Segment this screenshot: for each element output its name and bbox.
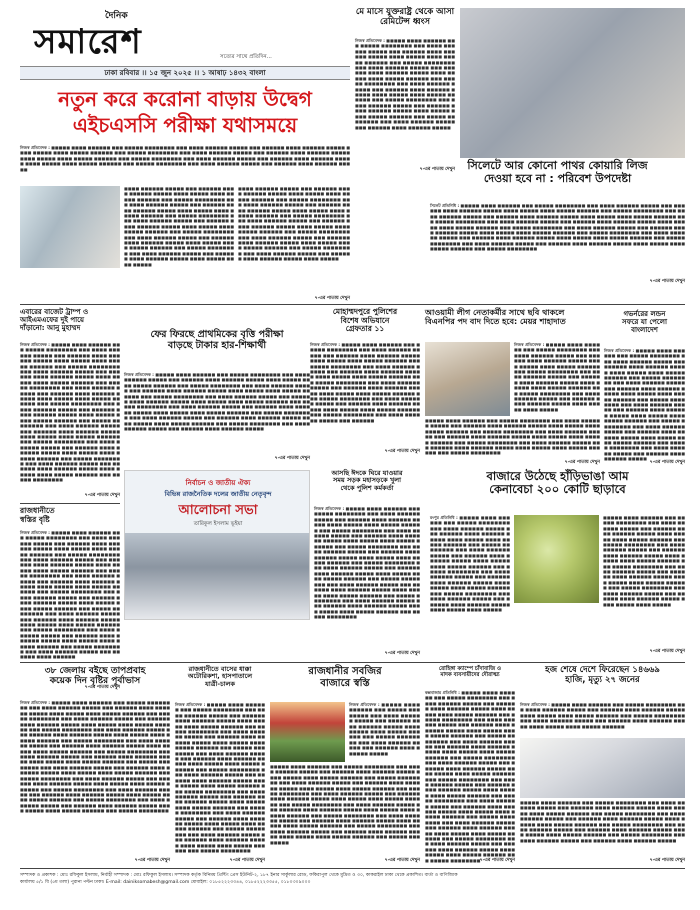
vegetable-headline (270, 666, 420, 700)
hajj-headline (520, 666, 685, 700)
lead-body-col-2: ■■■■ ■■■■■■ ■■■■■ ■■■ ■■■■■■ ■■■■ ■■■■■■ ■■■■■ ■■■■ ■■■■■ ■■■■ ■■■■■ ■■■■■■ ■■■ ■■■■■ ■■■■■■■■ ■■■ ■■■■ ■■■■■■ ■■■■■ ■■■ ■■■■■■ ■■■■ ■■■■■■ ■■■■■ ■■■■ ■■■■■ ■■■■ ■■■■■ ■■■■■■ ■■■ ■■■■■ ■■■■■■■■ ■■■ ■■■■ ■■■■■■ ■■■■■ ■■■ ■■■■■■ ■■■■ ■■■■■■ ■■■■■ ■■■■ ■■■■■ ■■■■ ■■■■■ ■■■■■■ ■■■ ■■■■■ ■■■■■■■■ ■■■ ■■■■ ■■■■■■ ■■■■■ ■■■ ■■■■■■ ■■■■ ■■■■■■ ■■■■■ ■■■■ ■■■■■ ■■■■ ■■■■■ ■■■■■■ ■■■ ■■■■■ ■■■■■■■■ ■■■ ■■■■ ■■■■■■ ■■■■■ ■■■ ■■■■■■ ■■■■ ■■■■■■ ■■■■■ ■■■■ ■■■■■ ■■■■ ■■■■■ (124, 186, 234, 267)
budget-headline-line-1: এবারের বাজেট ট্রাম্প ও (20, 308, 89, 316)
hajj-body: নিজস্ব প্রতিবেদক : ■■■■■ ■■■■ ■■■■■■ ■■■ ■■■■■ ■■■■■■■■ ■■■ ■■■■ ■■■■■■ ■■■■■ ■■■ ■■■■■■ ■■■■ ■■■■■■ ■■■■■ ■■■■ ■■■■■ ■■■■ ■■■■■ ■■■■■■ ■■■ ■■■■■ ■■■■■■■■ ■■■ ■■■■ ■■■■■■ ■■■■■ ■■■ ■■■■■■ ■■■■ ■■■■■■ ■■■■■ ■■■■ ■■■■■ ■■■■ ■■■■■ ■■■■■■ (520, 702, 685, 729)
sylhet-headline-line-1: সিলেটে আর কোনো পাথর কোয়ারি লিজ (467, 159, 648, 172)
eid-headline-line-2: সময় সড়ক মহাসড়কে খুলা (332, 476, 401, 485)
footer-line-1: সম্পাদক ও প্রকাশক : মোঃ রফিকুল ইসলাম, নির্বাহী সম্পাদক : মোঃ রফিকুল ইসলাম। সম্পাদক কর্তৃক বিনিময় প্রিন্টিং প্রেস ইউনিট-২, ১৮৭ ইনার সার্কুলার রোড, ফকিরাপুল থেকে মুদ্রিত ও ৩০, কাকরাইল ঢাকা থেকে প্রকাশিত। বার্তা ও বাণিজ্যিক (20, 873, 458, 878)
sylhet-photo (460, 8, 685, 158)
lead-headline-line-1: নতুন করে করোনা বাড়ায় উদ্বেগ (58, 87, 312, 111)
dateline: ঢাকা রবিবার ।। ১৫ জুন ২০২৫ ।। ১ আষাঢ় ১৪৩২ বাংলা (104, 69, 266, 77)
dateline-bar (20, 66, 350, 80)
rohingya-headline (425, 666, 515, 688)
awami-continued[interactable]: ৭-এর পাতায় দেখুন (564, 460, 600, 465)
governor-headline-line-3: বাংলাদেশ (631, 326, 658, 335)
banner-crowd (125, 533, 309, 619)
police-byline: নিজস্ব প্রতিবেদক : (310, 342, 340, 347)
masthead-pre-title: দৈনিক (105, 11, 128, 21)
vegetable-body-2: ■■■■■ ■■■■ ■■■■■■ ■■■ ■■■■■ ■■■■■■■■ ■■■ ■■■■ ■■■■■■ ■■■■■ ■■■ ■■■■■■ ■■■■ ■■■■■■ ■■■■■ ■■■■ ■■■■■ ■■■■ ■■■■■ ■■■■■■ ■■■ ■■■■■ ■■■■■■■■ ■■■ ■■■■ ■■■■■■ ■■■■■ ■■■ ■■■■■■ ■■■■ ■■■■■■ ■■■■■ ■■■■ ■■■■■ ■■■■ ■■■■■ ■■■■■■ ■■■ ■■■■■ ■■■■■■■■ ■■■ ■■■■ ■■■■■■ ■■■■■ ■■■ ■■■■■■ ■■■■ ■■■■■■ ■■■■■ ■■■■ ■■■■■ ■■■■ ■■■■■ ■■■■■■ ■■■ ■■■■■ ■■■■■■■■ ■■■ ■■■■ ■■■■■■ ■■■■■ ■■■ ■■■■■■ ■■■■ ■■■■■■ ■■■■■ ■■■■ ■■■■■ ■■■■ ■■■■■ ■■■■■■ ■■■ ■■■■■ ■■■■■■■■ ■■■ ■■■■ ■■■■■■ ■■■■■ ■■■ ■■■■■■ ■■■■ ■■■■■■ ■■■■■ ■■■■ ■■■■■ ■■■■ ■■■■■ ■■■■■■ ■■■ ■■■■■ ■■■■■■■■ ■■■ ■■■■ ■■■■■■ ■■■■■ ■■■ ■■■■■■ ■■■■ ■■■■■■ ■■■■■ ■■■■ ■■■■■ ■■■■ ■■■■■ ■■■■■■ ■■■ ■■■■■ ■■■■■■■■ (270, 764, 421, 845)
mango-headline-line-1: বাজারে উঠেছে হাঁড়িভাঙা আম (486, 469, 629, 483)
police-headline-line-3: গ্রেফতার ১১ (345, 324, 385, 334)
governor-continued[interactable]: ৭-এর পাতায় দেখুন (649, 460, 685, 465)
hajj-headline-line-1: হজ শেষে দেশে ফিরেছেন ১৪৬৬৯ (545, 665, 660, 675)
vegetable-photo (270, 702, 345, 762)
bus-headline-line-3: যাত্রী-চালক (205, 679, 235, 688)
remittance-continued[interactable]: ৭-এর পাতায় দেখুন (419, 167, 455, 172)
heat-headline-line-1: ৩৮ জেলায় বইছে তাপপ্রবাহ (44, 666, 146, 676)
rohingya-continued[interactable]: ৭-এর পাতায় দেখুন (479, 858, 515, 863)
vegetable-headline-line-1: রাজধানীর সবজির (308, 666, 382, 677)
hajj-photo (520, 738, 685, 798)
mango-body: রংপুর প্রতিনিধি : ■■■■■ ■■■■ ■■■■■■ ■■■ ■■■■■ ■■■■■■■■ ■■■ ■■■■ ■■■■■■ ■■■■■ ■■■ ■■■■■■ ■■■■ ■■■■■■ ■■■■■ ■■■■ ■■■■■ ■■■■ ■■■■■ ■■■■■■ ■■■ ■■■■■ ■■■■■■■■ ■■■ ■■■■ ■■■■■■ ■■■■■ ■■■ ■■■■■■ ■■■■ ■■■■■■ ■■■■■ ■■■■ ■■■■■ ■■■■ ■■■■■ ■■■■■■ ■■■ ■■■■■ ■■■■■■■■ ■■■ ■■■■ ■■■■■■ ■■■■■ ■■■ ■■■■■■ ■■■■ ■■■■■■ ■■■■■ ■■■■ ■■■■■ ■■■■ ■■■■■ ■■■■■■ ■■■ ■■■■■ ■■■■■■■■ ■■■ ■■■■ ■■■■■■ ■■■■■ ■■■ ■■■■■■ ■■■■ ■■■■■■ ■■■■■ ■■■■ ■■■■■ ■■■■ ■■■■■ (430, 515, 510, 612)
heat-body: নিজস্ব প্রতিবেদক : ■■■■■ ■■■■ ■■■■■■ ■■■ ■■■■■ ■■■■■■■■ ■■■ ■■■■ ■■■■■■ ■■■■■ ■■■ ■■■■■■ ■■■■ ■■■■■■ ■■■■■ ■■■■ ■■■■■ ■■■■ ■■■■■ ■■■■■■ ■■■ ■■■■■ ■■■■■■■■ ■■■ ■■■■ ■■■■■■ ■■■■■ ■■■ ■■■■■■ ■■■■ ■■■■■■ ■■■■■ ■■■■ ■■■■■ ■■■■ ■■■■■ ■■■■■■ ■■■ ■■■■■ ■■■■■■■■ ■■■ ■■■■ ■■■■■■ ■■■■■ ■■■ ■■■■■■ ■■■■ ■■■■■■ ■■■■■ ■■■■ ■■■■■ ■■■■ ■■■■■ ■■■■■■ ■■■ ■■■■■ ■■■■■■■■ ■■■ ■■■■ ■■■■■■ ■■■■■ ■■■ ■■■■■■ ■■■■ ■■■■■■ ■■■■■ ■■■■ ■■■■■ ■■■■ ■■■■■ ■■■■■■ ■■■ ■■■■■ ■■■■■■■■ ■■■ ■■■■ ■■■■■■ ■■■■■ ■■■ ■■■■■■ ■■■■ ■■■■■■ ■■■■■ ■■■■ ■■■■■ ■■■■ ■■■■■ ■■■■■■ ■■■ ■■■■■ ■■■■■■■■ ■■■ ■■■■ ■■■■■■ ■■■■■ ■■■ ■■■■■■ ■■■■ ■■■■■■ ■■■■■ ■■■■ ■■■■■ ■■■■ ■■■■■ ■■■■■■ ■■■ ■■■■■ ■■■■■■■■ ■■■ ■■■■ ■■■■■■ ■■■■■ ■■■ ■■■■■■ ■■■■ ■■■■■■ ■■■■■ ■■■■ ■■■■■ ■■■■ ■■■■■ ■■■■■■ ■■■ ■■■■■ ■■■■■■■■ ■■■ ■■■■ ■■■■■■ ■■■■■ ■■■ ■■■■■■ ■■■■ ■■■■■■ ■■■■■ ■■■■ ■■■■■ ■■■■ ■■■■■ ■■■■■■ ■■■ ■■■■■ ■■■■■■■■ ■■■ ■■■■ ■■■■■■ ■■■■■ ■■■ ■■■■■■ ■■■■ ■■■■■■ ■■■■■ ■■■■ ■■■■■ ■■■■ ■■■■■ ■■■■■■ ■■■ ■■■■■ ■■■■■■■■ (20, 700, 171, 814)
bus-body: নিজস্ব প্রতিবেদক : ■■■■■ ■■■■ ■■■■■■ ■■■ ■■■■■ ■■■■■■■■ ■■■ ■■■■ ■■■■■■ ■■■■■ ■■■ ■■■■■■ ■■■■ ■■■■■■ ■■■■■ ■■■■ ■■■■■ ■■■■ ■■■■■ ■■■■■■ ■■■ ■■■■■ ■■■■■■■■ ■■■ ■■■■ ■■■■■■ ■■■■■ ■■■ ■■■■■■ ■■■■ ■■■■■■ ■■■■■ ■■■■ ■■■■■ ■■■■ ■■■■■ ■■■■■■ ■■■ ■■■■■ ■■■■■■■■ ■■■ ■■■■ ■■■■■■ ■■■■■ ■■■ ■■■■■■ ■■■■ ■■■■■■ ■■■■■ ■■■■ ■■■■■ ■■■■ ■■■■■ ■■■■■■ ■■■ ■■■■■ ■■■■■■■■ ■■■ ■■■■ ■■■■■■ ■■■■■ ■■■ ■■■■■■ ■■■■ ■■■■■■ ■■■■■ ■■■■ ■■■■■ ■■■■ ■■■■■ ■■■■■■ ■■■ ■■■■■ ■■■■■■■■ ■■■ ■■■■ ■■■■■■ ■■■■■ ■■■ ■■■■■■ ■■■■ ■■■■■■ ■■■■■ ■■■■ ■■■■■ ■■■■ ■■■■■ ■■■■■■ ■■■ ■■■■■ ■■■■■■■■ ■■■ ■■■■ ■■■■■■ ■■■■■ ■■■ ■■■■■■ ■■■■ ■■■■■■ ■■■■■ ■■■■ ■■■■■ ■■■■ ■■■■■ ■■■■■■ ■■■ ■■■■■ ■■■■■■■■ ■■■ ■■■■ ■■■■■■ ■■■■■ ■■■ ■■■■■■ ■■■■ ■■■■■■ ■■■■■ ■■■■ ■■■■■ ■■■■ ■■■■■ ■■■■■■ ■■■ ■■■■■ ■■■■■■■■ (175, 702, 265, 853)
divider (20, 662, 685, 663)
divider (20, 304, 685, 305)
eid-headline (314, 470, 420, 504)
rain-headline-line-1: রাজধানীতে (20, 506, 55, 515)
vegetable-continued[interactable]: ৭-এর পাতায় দেখুন (384, 858, 420, 863)
lead-body: নিজস্ব প্রতিবেদক : ■■■■■ ■■■■ ■■■■■■ ■■■ ■■■■■ ■■■■■■■■ ■■■ ■■■■ ■■■■■■ ■■■■■ ■■■ ■■■■■■ ■■■■ ■■■■■■ ■■■■■ ■■■■ ■■■■■ ■■■■ ■■■■■ ■■■■■■ ■■■ ■■■■■ ■■■■■■■■ ■■■ ■■■■ ■■■■■■ ■■■■■ ■■■ ■■■■■■ ■■■■ ■■■■■■ ■■■■■ ■■■■ ■■■■■ ■■■■ ■■■■■ ■■■■■■ ■■■ ■■■■■ ■■■■■■■■ ■■■ ■■■■ ■■■■■■ ■■■■■ ■■■ ■■■■■■ ■■■■ ■■■■■■ ■■■■■ ■■■■ ■■■■■ ■■■■ ■■■■■ ■■■■■■ ■■■ ■■■■■ ■■■■■■■■ ■■■ ■■■■ ■■■■■■ ■■■■■ ■■■ ■■■■■■ ■■■■ ■■■■■■ ■■■■■ (20, 145, 351, 172)
mango-body-2: ■■■■■ ■■■■ ■■■■■■ ■■■ ■■■■■ ■■■■■■■■ ■■■ ■■■■ ■■■■■■ ■■■■■ ■■■ ■■■■■■ ■■■■ ■■■■■■ ■■■■■ ■■■■ ■■■■■ ■■■■ ■■■■■ ■■■■■■ ■■■ ■■■■■ ■■■■■■■■ ■■■ ■■■■ ■■■■■■ ■■■■■ ■■■ ■■■■■■ ■■■■ ■■■■■■ ■■■■■ ■■■■ ■■■■■ ■■■■ ■■■■■ ■■■■■■ ■■■ ■■■■■ ■■■■■■■■ ■■■ ■■■■ ■■■■■■ ■■■■■ ■■■ ■■■■■■ ■■■■ ■■■■■■ ■■■■■ ■■■■ ■■■■■ ■■■■ ■■■■■ ■■■■■■ ■■■ ■■■■■ ■■■■■■■■ ■■■ ■■■■ ■■■■■■ ■■■■■ ■■■ ■■■■■■ ■■■■ ■■■■■■ ■■■■■ ■■■■ ■■■■■ ■■■■ ■■■■■ (603, 515, 685, 607)
primary-headline-line-2: বাড়ছে টাকার হার-শিক্ষার্থী (167, 339, 267, 351)
rain-headline (20, 507, 120, 529)
masthead-slogan: সত্যের সাথে প্রতিদিন... (220, 54, 272, 60)
rohingya-byline: কক্সবাজার প্রতিনিধি : (425, 690, 460, 695)
rain-body: নিজস্ব প্রতিবেদক : ■■■■■ ■■■■ ■■■■■■ ■■■ ■■■■■ ■■■■■■■■ ■■■ ■■■■ ■■■■■■ ■■■■■ ■■■ ■■■■■■ ■■■■ ■■■■■■ ■■■■■ ■■■■ ■■■■■ ■■■■ ■■■■■ ■■■■■■ ■■■ ■■■■■ ■■■■■■■■ ■■■ ■■■■ ■■■■■■ ■■■■■ ■■■ ■■■■■■ ■■■■ ■■■■■■ ■■■■■ ■■■■ ■■■■■ ■■■■ ■■■■■ ■■■■■■ ■■■ ■■■■■ ■■■■■■■■ ■■■ ■■■■ ■■■■■■ ■■■■■ ■■■ ■■■■■■ ■■■■ ■■■■■■ ■■■■■ ■■■■ ■■■■■ ■■■■ ■■■■■ ■■■■■■ ■■■ ■■■■■ ■■■■■■■■ ■■■ ■■■■ ■■■■■■ ■■■■■ ■■■ ■■■■■■ ■■■■ ■■■■■■ ■■■■■ ■■■■ ■■■■■ ■■■■ ■■■■■ ■■■■■■ ■■■ ■■■■■ ■■■■■■■■ ■■■ ■■■■ ■■■■■■ ■■■■■ ■■■ ■■■■■■ ■■■■ ■■■■■■ ■■■■■ ■■■■ ■■■■■ ■■■■ ■■■■■ ■■■■■■ ■■■ ■■■■■ ■■■■■■■■ ■■■ ■■■■ ■■■■■■ ■■■■■ ■■■ ■■■■■■ ■■■■ ■■■■■■ ■■■■■ ■■■■ ■■■■■ ■■■■ ■■■■■ ■■■■■■ ■■■ ■■■■■ ■■■■■■■■ ■■■ ■■■■ ■■■■■■ ■■■■■ ■■■ ■■■■■■ ■■■■ ■■■■■■ (20, 530, 120, 660)
lead-body-col-3: ■■■■ ■■■■■■ ■■■■■ ■■■ ■■■■■■ ■■■■ ■■■■■■ ■■■■■ ■■■■ ■■■■■ ■■■■ ■■■■■ ■■■■■■ ■■■ ■■■■■ ■■■■■■■■ ■■■ ■■■■ ■■■■■■ ■■■■■ ■■■ ■■■■■■ ■■■■ ■■■■■■ ■■■■■ ■■■■ ■■■■■ ■■■■ ■■■■■ ■■■■■■ ■■■ ■■■■■ ■■■■■■■■ ■■■ ■■■■ ■■■■■■ ■■■■■ ■■■ ■■■■■■ ■■■■ ■■■■■■ ■■■■■ ■■■■ ■■■■■ ■■■■ ■■■■■ ■■■■■■ ■■■ ■■■■■ ■■■■■■■■ ■■■ ■■■■ ■■■■■■ ■■■■■ ■■■ ■■■■■■ ■■■■ ■■■■■■ ■■■■■ ■■■■ ■■■■■ ■■■■ ■■■■■ ■■■■■■ ■■■ ■■■■■ ■■■■■■■■ ■■■ ■■■■ ■■■■■■ ■■■■■ ■■■ ■■■■■■ ■■■■ ■■■■■■ ■■■■■ ■■■■ ■■■■■ (238, 186, 350, 262)
police-headline-line-2: বিশেষ অভিযানে (340, 315, 390, 325)
hajj-body-2: ■■■■■ ■■■■ ■■■■■■ ■■■ ■■■■■ ■■■■■■■■ ■■■ ■■■■ ■■■■■■ ■■■■■ ■■■ ■■■■■■ ■■■■ ■■■■■■ ■■■■■ ■■■■ ■■■■■ ■■■■ ■■■■■ ■■■■■■ ■■■ ■■■■■ ■■■■■■■■ ■■■ ■■■■ ■■■■■■ ■■■■■ ■■■ ■■■■■■ ■■■■ ■■■■■■ ■■■■■ ■■■■ ■■■■■ ■■■■ ■■■■■ ■■■■■■ ■■■ ■■■■■ ■■■■■■■■ ■■■ ■■■■ ■■■■■■ ■■■■■ ■■■ ■■■■■■ ■■■■ ■■■■■■ ■■■■■ ■■■■ ■■■■■ ■■■■ ■■■■■ ■■■■■■ ■■■ ■■■■■ ■■■■■■■■ ■■■ ■■■■ ■■■■■■ ■■■■■ ■■■ ■■■■■■ ■■■■ ■■■■■■ ■■■■■ (520, 800, 685, 843)
remittance-headline-text: মে মাসে যুক্তরাষ্ট্র থেকে আসা রেমিটেন্স ধ্বংস (355, 7, 455, 27)
vegetable-body: নিজস্ব প্রতিবেদক : ■■■■■ ■■■■ ■■■■■■ ■■■ ■■■■■ ■■■■■■■■ ■■■ ■■■■ ■■■■■■ ■■■■■ ■■■ ■■■■■■ ■■■■ ■■■■■■ ■■■■■ ■■■■ ■■■■■ ■■■■ ■■■■■ ■■■■■■ ■■■ ■■■■■ ■■■■■■■■ ■■■ ■■■■ ■■■■■■ ■■■■■ ■■■ ■■■■■■ ■■■■ ■■■■■■ ■■■■■ (349, 702, 421, 756)
remittance-byline: নিজস্ব প্রতিবেদক : (355, 38, 385, 43)
rohingya-headline-line-1: রোহিঙ্গা ক্যাম্পে চাঁদাবাজি ও (438, 666, 502, 672)
governor-headline (604, 310, 685, 346)
sylhet-byline: সিলেট প্রতিনিধি : (430, 203, 460, 208)
footer-line-2: কার্যালয় ৫/১ বি (৫ম তলা) পুরানা পল্টন ঢাকা। E-mail: dainiksomabesh@gmail.com মোবাইল: ০১৮৫২২২৩৩৪৪, ০১৮৫২২২৩৩৫৫, ০১৮০৩০৯০০০ (20, 880, 311, 885)
police-body: নিজস্ব প্রতিবেদক : ■■■■■ ■■■■ ■■■■■■ ■■■ ■■■■■ ■■■■■■■■ ■■■ ■■■■ ■■■■■■ ■■■■■ ■■■ ■■■■■■ ■■■■ ■■■■■■ ■■■■■ ■■■■ ■■■■■ ■■■■ ■■■■■ ■■■■■■ ■■■ ■■■■■ ■■■■■■■■ ■■■ ■■■■ ■■■■■■ ■■■■■ ■■■ ■■■■■■ ■■■■ ■■■■■■ ■■■■■ ■■■■ ■■■■■ ■■■■ ■■■■■ ■■■■■■ ■■■ ■■■■■ ■■■■■■■■ ■■■ ■■■■ ■■■■■■ ■■■■■ ■■■ ■■■■■■ ■■■■ ■■■■■■ ■■■■■ ■■■■ ■■■■■ ■■■■ ■■■■■ ■■■■■■ ■■■ ■■■■■ ■■■■■■■■ ■■■ ■■■■ ■■■■■■ ■■■■■ ■■■ ■■■■■■ ■■■■ ■■■■■■ ■■■■■ ■■■■ ■■■■■ ■■■■ ■■■■■ ■■■■■■ ■■■ ■■■■■ ■■■■■■■■ ■■■ ■■■■ ■■■■■■ ■■■■■ ■■■ ■■■■■■ (310, 342, 421, 423)
awami-headline-line-2: বিএনপির পদ বাদ দিতে হবে: মেয়র শাহাদাত (425, 317, 566, 327)
bus-continued[interactable]: ৭-এর পাতায় দেখুন (229, 858, 265, 863)
heat-byline: নিজস্ব প্রতিবেদক : (20, 700, 50, 705)
rohingya-body: কক্সবাজার প্রতিনিধি : ■■■■■ ■■■■ ■■■■■■ ■■■ ■■■■■ ■■■■■■■■ ■■■ ■■■■ ■■■■■■ ■■■■■ ■■■ ■■■■■■ ■■■■ ■■■■■■ ■■■■■ ■■■■ ■■■■■ ■■■■ ■■■■■ ■■■■■■ ■■■ ■■■■■ ■■■■■■■■ ■■■ ■■■■ ■■■■■■ ■■■■■ ■■■ ■■■■■■ ■■■■ ■■■■■■ ■■■■■ ■■■■ ■■■■■ ■■■■ ■■■■■ ■■■■■■ ■■■ ■■■■■ ■■■■■■■■ ■■■ ■■■■ ■■■■■■ ■■■■■ ■■■ ■■■■■■ ■■■■ ■■■■■■ ■■■■■ ■■■■ ■■■■■ ■■■■ ■■■■■ ■■■■■■ ■■■ ■■■■■ ■■■■■■■■ ■■■ ■■■■ ■■■■■■ ■■■■■ ■■■ ■■■■■■ ■■■■ ■■■■■■ ■■■■■ ■■■■ ■■■■■ ■■■■ ■■■■■ ■■■■■■ ■■■ ■■■■■ ■■■■■■■■ ■■■ ■■■■ ■■■■■■ ■■■■■ ■■■ ■■■■■■ ■■■■ ■■■■■■ ■■■■■ ■■■■ ■■■■■ ■■■■ ■■■■■ ■■■■■■ ■■■ ■■■■■ ■■■■■■■■ ■■■ ■■■■ ■■■■■■ ■■■■■ ■■■ ■■■■■■ ■■■■ ■■■■■■ ■■■■■ ■■■■ ■■■■■ ■■■■ ■■■■■ ■■■■■■ ■■■ ■■■■■ ■■■■■■■■ ■■■ ■■■■ ■■■■■■ ■■■■■ ■■■ ■■■■■■ ■■■■ ■■■■■■ ■■■■■ ■■■■ ■■■■■ ■■■■ ■■■■■ ■■■■■■ ■■■ ■■■■■ ■■■■■■■■ ■■■ ■■■■ ■■■■■■ ■■■■■ ■■■ ■■■■■■ ■■■■ ■■■■■■ ■■■■■ ■■■■ ■■■■■ ■■■■ ■■■■■ ■■■■■■ ■■■ ■■■■■ ■■■■■■■■ (425, 690, 515, 863)
police-headline (310, 308, 420, 338)
primary-continued[interactable]: ৭-এর পাতায় দেখুন (274, 456, 310, 461)
footer (20, 872, 685, 896)
remittance-headline (355, 8, 455, 38)
heat-continued[interactable]: ৭-এর পাতায় দেখুন (134, 858, 170, 863)
primary-body: নিজস্ব প্রতিবেদক : ■■■■■ ■■■■ ■■■■■■ ■■■ ■■■■■ ■■■■■■■■ ■■■ ■■■■ ■■■■■■ ■■■■■ ■■■ ■■■■■■ ■■■■ ■■■■■■ ■■■■■ ■■■■ ■■■■■ ■■■■ ■■■■■ ■■■■■■ ■■■ ■■■■■ ■■■■■■■■ ■■■ ■■■■ ■■■■■■ ■■■■■ ■■■ ■■■■■■ ■■■■ ■■■■■■ ■■■■■ ■■■■ ■■■■■ ■■■■ ■■■■■ ■■■■■■ ■■■ ■■■■■ ■■■■■■■■ ■■■ ■■■■ ■■■■■■ ■■■■■ ■■■ ■■■■■■ ■■■■ ■■■■■■ ■■■■■ ■■■■ ■■■■■ ■■■■ ■■■■■ ■■■■■■ ■■■ ■■■■■ ■■■■■■■■ ■■■ ■■■■ ■■■■■■ ■■■■■ ■■■ ■■■■■■ ■■■■ ■■■■■■ ■■■■■ ■■■■ ■■■■■ ■■■■ ■■■■■ ■■■■■■ ■■■ ■■■■■ ■■■■■■■■ ■■■ ■■■■ ■■■■■■ ■■■■■ ■■■ ■■■■■■ ■■■■ ■■■■■■ ■■■■■ ■■■■ ■■■■■ ■■■■ ■■■■■ ■■■■■■ ■■■ ■■■■■ ■■■■■■■■ ■■■ ■■■■ ■■■■■■ ■■■■■ ■■■ ■■■■■■ ■■■■ ■■■■■■ ■■■■■ (124, 372, 310, 432)
sylhet-body: সিলেট প্রতিনিধি : ■■■■■ ■■■■ ■■■■■■ ■■■ ■■■■■ ■■■■■■■■ ■■■ ■■■■ ■■■■■■ ■■■■■ ■■■ ■■■■■■ ■■■■ ■■■■■■ ■■■■■ ■■■■ ■■■■■ ■■■■ ■■■■■ ■■■■■■ ■■■ ■■■■■ ■■■■■■■■ ■■■ ■■■■ ■■■■■■ ■■■■■ ■■■ ■■■■■■ ■■■■ ■■■■■■ ■■■■■ ■■■■ ■■■■■ ■■■■ ■■■■■ ■■■■■■ ■■■ ■■■■■ ■■■■■■■■ ■■■ ■■■■ ■■■■■■ ■■■■■ ■■■ ■■■■■■ ■■■■ ■■■■■■ ■■■■■ ■■■■ ■■■■■ ■■■■ ■■■■■ ■■■■■■ ■■■ ■■■■■ ■■■■■■■■ ■■■ ■■■■ ■■■■■■ ■■■■■ ■■■ ■■■■■■ ■■■■ ■■■■■■ ■■■■■ ■■■■ ■■■■■ ■■■■ ■■■■■ ■■■■■■ ■■■ ■■■■■ ■■■■■■■■ ■■■ ■■■■ ■■■■■■ ■■■■■ ■■■ ■■■■■■ ■■■■ ■■■■■■ ■■■■■ ■■■■ ■■■■■ ■■■■ ■■■■■ ■■■■■■ ■■■ ■■■■■ ■■■■■■■■ ■■■ ■■■■ ■■■■■■ ■■■■■ ■■■ ■■■■■■ ■■■■ ■■■■■■ ■■■■■ ■■■■ ■■■■■ ■■■■ ■■■■■ ■■■■■■ ■■■ ■■■■■ ■■■■■■■■ (430, 203, 685, 252)
footer-divider (20, 868, 685, 869)
governor-headline-line-2: সফরে যা পেলো (622, 318, 667, 327)
primary-headline-line-1: ফের ফিরছে প্রাথমিকের বৃত্তি পরীক্ষা (150, 329, 284, 340)
mango-headline (430, 470, 685, 512)
awami-headline (425, 308, 600, 340)
budget-headline-line-2: আইএমএফের দুই পায়ে (20, 316, 85, 325)
eid-headline-line-1: আসছি ঈদকে ঘিরে যাওয়ার (331, 469, 403, 477)
primary-headline (124, 330, 310, 370)
budget-body: নিজস্ব প্রতিবেদক : ■■■■■ ■■■■ ■■■■■■ ■■■ ■■■■■ ■■■■■■■■ ■■■ ■■■■ ■■■■■■ ■■■■■ ■■■ ■■■■■■ ■■■■ ■■■■■■ ■■■■■ ■■■■ ■■■■■ ■■■■ ■■■■■ ■■■■■■ ■■■ ■■■■■ ■■■■■■■■ ■■■ ■■■■ ■■■■■■ ■■■■■ ■■■ ■■■■■■ ■■■■ ■■■■■■ ■■■■■ ■■■■ ■■■■■ ■■■■ ■■■■■ ■■■■■■ ■■■ ■■■■■ ■■■■■■■■ ■■■ ■■■■ ■■■■■■ ■■■■■ ■■■ ■■■■■■ ■■■■ ■■■■■■ ■■■■■ ■■■■ ■■■■■ ■■■■ ■■■■■ ■■■■■■ ■■■ ■■■■■ ■■■■■■■■ ■■■ ■■■■ ■■■■■■ ■■■■■ ■■■ ■■■■■■ ■■■■ ■■■■■■ ■■■■■ ■■■■ ■■■■■ ■■■■ ■■■■■ ■■■■■■ ■■■ ■■■■■ ■■■■■■■■ ■■■ ■■■■ ■■■■■■ ■■■■■ ■■■ ■■■■■■ ■■■■ ■■■■■■ ■■■■■ ■■■■ ■■■■■ ■■■■ ■■■■■ ■■■■■■ ■■■ ■■■■■ ■■■■■■■■ ■■■ ■■■■ ■■■■■■ ■■■■■ ■■■ ■■■■■■ ■■■■ ■■■■■■ ■■■■■ ■■■■ ■■■■■ ■■■■ ■■■■■ ■■■■■■ ■■■ ■■■■■ ■■■■■■■■ ■■■ ■■■■ ■■■■■■ ■■■■■ ■■■ ■■■■■■ ■■■■ ■■■■■■ ■■■■■ ■■■■ ■■■■■ ■■■■ ■■■■■ ■■■■■■ ■■■ ■■■■■ ■■■■■■■■ (20, 342, 120, 483)
remittance-body: নিজস্ব প্রতিবেদক : ■■■■■ ■■■■ ■■■■■■ ■■■ ■■■■■ ■■■■■■■■ ■■■ ■■■■ ■■■■■■ ■■■■■ ■■■ ■■■■■■ ■■■■ ■■■■■■ ■■■■■ ■■■■ ■■■■■ ■■■■ ■■■■■ ■■■■■■ ■■■ ■■■■■ ■■■■■■■■ ■■■ ■■■■ ■■■■■■ ■■■■■ ■■■ ■■■■■■ ■■■■ ■■■■■■ ■■■■■ ■■■■ ■■■■■ ■■■■ ■■■■■ ■■■■■■ ■■■ ■■■■■ ■■■■■■■■ ■■■ ■■■■ ■■■■■■ ■■■■■ ■■■ ■■■■■■ ■■■■ ■■■■■■ ■■■■■ ■■■■ ■■■■■ ■■■■ ■■■■■ ■■■■■■ ■■■ ■■■■■ ■■■■■■■■ ■■■ ■■■■ ■■■■■■ ■■■■■ ■■■ ■■■■■■ ■■■■ ■■■■■■ ■■■■■ ■■■■ ■■■■■ ■■■■ ■■■■■ ■■■■■■ ■■■ ■■■■■ ■■■■■■■■ ■■■ ■■■■ ■■■■■■ ■■■■■ ■■■ ■■■■■■ ■■■■ ■■■■■■ ■■■■■ (355, 38, 455, 130)
banner-line-2: বিভিন্ন রাজনৈতিক দলের জাতীয় নেতৃবৃন্দ (164, 490, 272, 498)
hajj-byline: নিজস্ব প্রতিবেদক : (520, 702, 550, 707)
sylhet-headline (430, 160, 685, 200)
vegetable-byline: নিজস্ব প্রতিবেদক : (349, 702, 380, 707)
awami-body-2: ■■■■■ ■■■■ ■■■■■■ ■■■ ■■■■■ ■■■■■■■■ ■■■ ■■■■ ■■■■■■ ■■■■■ ■■■ ■■■■■■ ■■■■ ■■■■■■ ■■■■■ ■■■■ ■■■■■ ■■■■ ■■■■■ ■■■■■■ ■■■ ■■■■■ ■■■■■■■■ ■■■ ■■■■ ■■■■■■ ■■■■■ ■■■ ■■■■■■ ■■■■ ■■■■■■ ■■■■■ ■■■■ ■■■■■ ■■■■ ■■■■■ ■■■■■■ ■■■ ■■■■■ ■■■■■■■■ ■■■ ■■■■ ■■■■■■ ■■■■■ ■■■ ■■■■■■ ■■■■ ■■■■■■ ■■■■■ ■■■■ ■■■■■ ■■■■ ■■■■■ ■■■■■■ ■■■ ■■■■■ ■■■■■■■■ (425, 418, 600, 456)
sylhet-headline-line-2: দেওয়া হবে না : পরিবেশ উপদেষ্টা (483, 171, 632, 185)
rain-continued[interactable]: ৭-এর পাতায় দেখুন (84, 685, 120, 690)
lead-headline-line-2: এইচএসসি পরীক্ষা যথাসময়ে (72, 113, 298, 137)
vegetable-headline-line-2: বাজারে স্বস্তি (320, 677, 370, 689)
eid-byline: নিজস্ব প্রতিবেদক : (314, 506, 345, 511)
rain-byline: নিজস্ব প্রতিবেদক : (20, 530, 50, 535)
lead-byline: নিজস্ব প্রতিবেদক : (20, 145, 50, 150)
awami-body: নিজস্ব প্রতিবেদক : ■■■■■ ■■■■ ■■■■■■ ■■■ ■■■■■ ■■■■■■■■ ■■■ ■■■■ ■■■■■■ ■■■■■ ■■■ ■■■■■■ ■■■■ ■■■■■■ ■■■■■ ■■■■ ■■■■■ ■■■■ ■■■■■ ■■■■■■ ■■■ ■■■■■ ■■■■■■■■ ■■■ ■■■■ ■■■■■■ ■■■■■ ■■■ ■■■■■■ ■■■■ ■■■■■■ ■■■■■ ■■■■ ■■■■■ ■■■■ ■■■■■ ■■■■■■ ■■■ ■■■■■ ■■■■■■■■ ■■■ ■■■■ ■■■■■■ ■■■■■ ■■■ ■■■■■■ ■■■■ ■■■■■■ ■■■■■ ■■■■ ■■■■■ ■■■■ ■■■■■ (514, 342, 601, 412)
mango-headline-line-2: কেনাবেচা ২০০ কোটি ছাড়াবে (489, 482, 626, 497)
governor-byline: নিজস্ব প্রতিবেদক : (604, 348, 635, 353)
awami-headline-line-1: আওয়ামী লীগ নেতাকর্মীর সাথে ছবি থাকলে (425, 308, 565, 317)
awami-photo (425, 342, 510, 416)
eid-headline-line-3: থেকে পুলিশ কর্মকর্তা (340, 483, 394, 492)
mango-byline: রংপুর প্রতিনিধি : (430, 515, 458, 520)
mango-continued[interactable]: ৭-এর পাতায় দেখুন (649, 649, 685, 654)
hajj-headline-line-2: হাজি, মৃত্যু ২৭ জনের (565, 674, 640, 685)
eid-continued[interactable]: ৭-এর পাতায় দেখুন (384, 651, 420, 656)
awami-byline: নিজস্ব প্রতিবেদক : (514, 342, 545, 347)
budget-byline: নিজস্ব প্রতিবেদক : (20, 342, 50, 347)
primary-byline: নিজস্ব প্রতিবেদক : (124, 372, 154, 377)
governor-headline-line-1: গভর্নরের লন্ডন (623, 310, 666, 318)
governor-body: নিজস্ব প্রতিবেদক : ■■■■■ ■■■■ ■■■■■■ ■■■ ■■■■■ ■■■■■■■■ ■■■ ■■■■ ■■■■■■ ■■■■■ ■■■ ■■■■■■ ■■■■ ■■■■■■ ■■■■■ ■■■■ ■■■■■ ■■■■ ■■■■■ ■■■■■■ ■■■ ■■■■■ ■■■■■■■■ ■■■ ■■■■ ■■■■■■ ■■■■■ ■■■ ■■■■■■ ■■■■ ■■■■■■ ■■■■■ ■■■■ ■■■■■ ■■■■ ■■■■■ ■■■■■■ ■■■ ■■■■■ ■■■■■■■■ ■■■ ■■■■ ■■■■■■ ■■■■■ ■■■ ■■■■■■ ■■■■ ■■■■■■ ■■■■■ ■■■■ ■■■■■ ■■■■ ■■■■■ ■■■■■■ ■■■ ■■■■■ ■■■■■■■■ ■■■ ■■■■ ■■■■■■ ■■■■■ ■■■ ■■■■■■ ■■■■ ■■■■■■ ■■■■■ ■■■■ ■■■■■ ■■■■ ■■■■■ ■■■■■■ ■■■ ■■■■■ ■■■■■■■■ ■■■ ■■■■ ■■■■■■ ■■■■■ ■■■ ■■■■■■ ■■■■ ■■■■■■ ■■■■■ (604, 348, 686, 462)
bus-headline (175, 666, 265, 700)
lead-headline (20, 86, 350, 140)
bus-byline: নিজস্ব প্রতিবেদক : (175, 702, 206, 707)
bus-headline-line-1: রাজধানীতে বাসের ধাক্কা (188, 665, 252, 673)
banner-photo (124, 470, 310, 620)
budget-headline (20, 308, 120, 342)
masthead-title: সমারেশ (34, 22, 142, 62)
budget-continued[interactable]: ৭-এর পাতায় দেখুন (84, 493, 120, 498)
lead-photo (20, 186, 120, 268)
rain-headline-line-2: স্বস্তির বৃষ্টি (20, 514, 50, 524)
heat-headline (20, 666, 170, 698)
mango-photo (514, 515, 599, 603)
bus-headline-line-2: অটোরিকশা, হাসপাতালে (187, 672, 253, 681)
police-headline-line-1: মোহাম্মদপুরে পুলিশের (332, 307, 398, 316)
rohingya-headline-line-2: মাদক ব্যবসায়ীদের দৌরাত্ম্য (440, 672, 500, 679)
banner-line-1: নির্বাচন ও জাতীয় ঐক্য (185, 479, 251, 487)
divider (20, 503, 120, 504)
eid-body: নিজস্ব প্রতিবেদক : ■■■■■ ■■■■ ■■■■■■ ■■■ ■■■■■ ■■■■■■■■ ■■■ ■■■■ ■■■■■■ ■■■■■ ■■■ ■■■■■■ ■■■■ ■■■■■■ ■■■■■ ■■■■ ■■■■■ ■■■■ ■■■■■ ■■■■■■ ■■■ ■■■■■ ■■■■■■■■ ■■■ ■■■■ ■■■■■■ ■■■■■ ■■■ ■■■■■■ ■■■■ ■■■■■■ ■■■■■ ■■■■ ■■■■■ ■■■■ ■■■■■ ■■■■■■ ■■■ ■■■■■ ■■■■■■■■ ■■■ ■■■■ ■■■■■■ ■■■■■ ■■■ ■■■■■■ ■■■■ ■■■■■■ ■■■■■ ■■■■ ■■■■■ ■■■■ ■■■■■ ■■■■■■ ■■■ ■■■■■ ■■■■■■■■ ■■■ ■■■■ ■■■■■■ ■■■■■ ■■■ ■■■■■■ ■■■■ ■■■■■■ ■■■■■ ■■■■ ■■■■■ ■■■■ ■■■■■ ■■■■■■ ■■■ ■■■■■ ■■■■■■■■ ■■■ ■■■■ ■■■■■■ ■■■■■ ■■■ ■■■■■■ ■■■■ ■■■■■■ ■■■■■ ■■■■ ■■■■■ ■■■■ ■■■■■ ■■■■■■ ■■■ ■■■■■ ■■■■■■■■ ■■■ ■■■■ ■■■■■■ ■■■■■ ■■■ ■■■■■■ ■■■■ ■■■■■■ ■■■■■ ■■■■ ■■■■■ ■■■■ ■■■■■ ■■■■■■ ■■■ ■■■■■ ■■■■■■■■ (314, 506, 420, 620)
budget-headline-line-3: দাঁড়ানো: আনু মুহাম্মদ (20, 324, 81, 333)
banner-line-4: তারিকুল ইসলাম ভূইয়া (193, 521, 243, 527)
heat-headline-line-2: কয়েক দিন বৃষ্টির পূর্বাভাস (49, 676, 141, 687)
hajj-continued[interactable]: ৭-এর পাতায় দেখুন (649, 858, 685, 863)
police-continued[interactable]: ৭-এর পাতায় দেখুন (384, 449, 420, 454)
sylhet-continued[interactable]: ৭-এর পাতায় দেখুন (649, 279, 685, 284)
lead-continued[interactable]: ৭-এর পাতায় দেখুন (314, 296, 350, 301)
masthead (20, 8, 350, 66)
banner-line-3: আলোচনা সভা (178, 503, 258, 518)
